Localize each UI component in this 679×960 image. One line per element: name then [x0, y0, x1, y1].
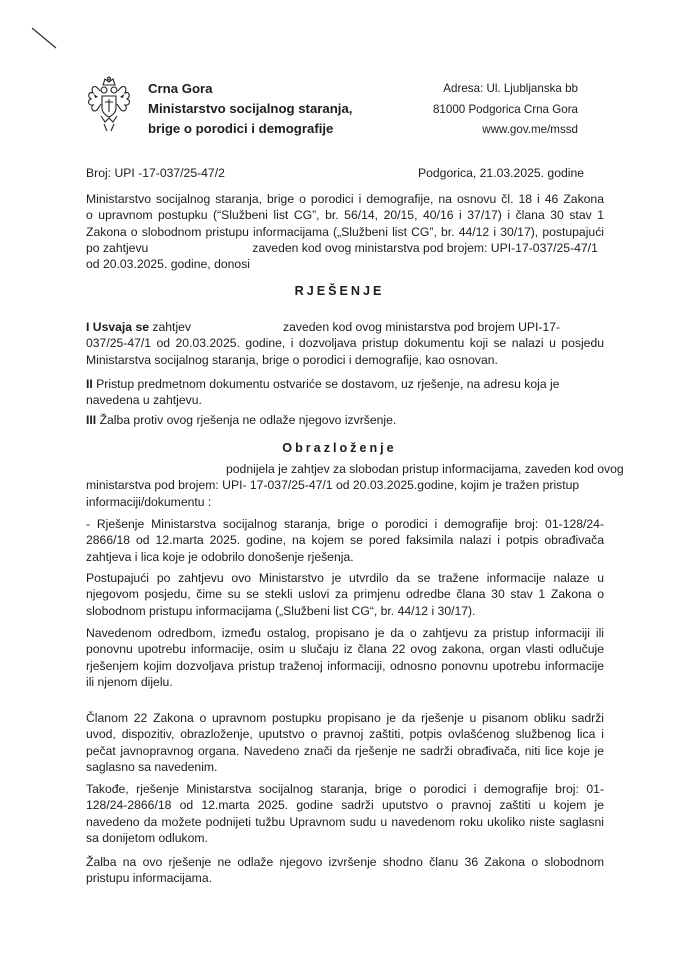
- institution-line-1: Crna Gora: [148, 81, 213, 96]
- decision-point-3: [86, 412, 604, 428]
- reasoning-paragraph-3: [86, 570, 604, 619]
- reasoning-p3-line-2: njegovom posjedu, čime su se stekli uslovi za primjenu odredbe člana 30 stav 1 Zakona o: [86, 587, 604, 602]
- decision-point-1-line-3: Ministarstva socijalnog staranja, brige o porodici i demografije, kao osnovan.: [86, 352, 498, 367]
- reasoning-p7-line-2: pristupu informacijama.: [86, 871, 212, 886]
- decision-point-2-line-2: navedena u zahtjevu.: [86, 393, 202, 408]
- reasoning-p4-line-4: ili njenom dijelu.: [86, 674, 173, 689]
- reasoning-title: Obrazloženje: [282, 441, 397, 455]
- decision-point-1-end: zaveden kod ovog ministarstva pod brojem UPI-17-: [283, 320, 561, 334]
- reasoning-p7-line-1: Žalba na ovo rješenje ne odlaže njegovo izvršenje shodno članu 36 Zakona o slobodnom: [86, 855, 604, 869]
- reasoning-p5-line-3: pečat javnopravnog organa. Navedeno znači da rješenje ne sadrži obrađivača, niti lice koje je: [86, 743, 604, 758]
- reasoning-paragraph-2: [86, 516, 604, 565]
- reasoning-paragraph-7: [86, 854, 604, 887]
- place-date: Podgorica, 21.03.2025. godine: [418, 166, 585, 180]
- decision-point-1-label: I Usvaja se: [86, 320, 150, 334]
- institution-address: [433, 79, 578, 141]
- reasoning-p5-line-4: saglasno sa navedenim.: [86, 759, 218, 774]
- pen-mark-icon: [30, 26, 58, 50]
- decision-point-2-line-1: [86, 376, 604, 392]
- intro-line-4: [86, 240, 604, 256]
- reasoning-p1-line-3: informaciji/dokumentu :: [86, 494, 212, 509]
- intro-line-1: Ministarstvo socijalnog staranja, brige o porodici i demografije, na osnovu čl. 18 i 46 Zakona: [86, 192, 604, 206]
- reasoning-paragraph-5: [86, 710, 604, 775]
- institution-name: [148, 79, 352, 139]
- decision-point-3-label: III: [86, 413, 97, 427]
- reasoning-p2-line-2: 2866/18 od 12.marta 2025. godine, na kojem se pored faksimila nalazi i potpis obrađivača: [86, 533, 604, 548]
- reasoning-p2-line-1: - Rješenje Ministarstva socijalnog staranja, brige o porodici i demografije broj: 01-128/24-: [86, 517, 604, 531]
- reasoning-p6-line-1: Takođe, rješenje Ministarstva socijalnog staranja, brige o porodici i demografije broj: 01-: [86, 782, 604, 796]
- reasoning-p6-line-2: 128/24-2866/18 od 12.marta 2025. godine sadrži uputstvo o pravnoj zaštiti u kojem je: [86, 798, 604, 813]
- reasoning-paragraph-1: [86, 461, 624, 510]
- intro-line-3: Zakona o slobodnom pristupu informacijama („Službeni list CG”, br. 44/12 i 30/17), postupajući: [86, 224, 604, 239]
- decision-point-1-line-2: 037/25-47/1 od 20.03.2025. godine, i dozvoljava pristup dokumentu koji se nalazi u posjedu: [86, 336, 604, 351]
- decision-point-1-start: zahtjev: [152, 320, 192, 334]
- institution-line-2: Ministarstvo socijalnog staranja,: [148, 101, 353, 116]
- reasoning-p1-line-1: [86, 461, 624, 477]
- intro-line-4-start: po zahtjevu: [86, 240, 149, 255]
- reasoning-p6-line-4: sa donijetom odlukom.: [86, 830, 208, 845]
- reasoning-p2-line-3: zahtjeva i lica koje je odobrilo donošenje rješenja.: [86, 549, 354, 564]
- decision-point-3-text: Žalba protiv ovog rješenja ne odlaže njegovo izvršenje.: [99, 413, 397, 427]
- reference-number: Broj: UPI -17-037/25-47/2: [86, 166, 225, 180]
- reasoning-p5-line-1: Članom 22 Zakona o upravnom postupku propisano je da rješenje u pisanom obliku sadrži: [86, 711, 604, 725]
- reasoning-p5-line-2: uvod, dispozitiv, obrazloženje, uputstvo o pravnoj zaštiti, potpis ovlašćenog službenog lica i: [86, 727, 604, 742]
- intro-paragraph: [86, 191, 604, 272]
- address-street: Adresa: Ul. Ljubljanska bb: [443, 82, 578, 95]
- reasoning-p3-line-1: Postupajući po zahtjevu ovo Ministarstvo je utvrdilo da se tražene informacije nalaze u: [86, 571, 604, 585]
- decision-point-2: [86, 376, 604, 409]
- reasoning-p6-line-3: navedeno da možete podnijeti tužbu Upravnom sudu u navedenom roku ukoliko niste saglasni: [86, 814, 604, 829]
- decision-title: RJEŠENJE: [294, 284, 385, 298]
- address-website: www.gov.me/mssd: [482, 123, 578, 136]
- reasoning-p4-line-1: Navedenom odredbom, između ostalog, propisano je da o zahtjevu za pristup informaciji ili: [86, 626, 604, 640]
- montenegro-coat-of-arms-icon: [86, 76, 132, 134]
- intro-line-5: od 20.03.2025. godine, donosi: [86, 257, 250, 272]
- decision-point-1-line-1: [86, 319, 604, 335]
- reasoning-p3-line-3: slobodnom pristupu informacijama („Službeni list CG“, br. 44/12 i 30/17).: [86, 603, 476, 618]
- decision-point-3-line-1: [86, 412, 604, 428]
- institution-line-3: brige o porodici i demografije: [148, 121, 334, 136]
- decision-point-1: [86, 319, 604, 368]
- reasoning-p4-line-2: ponovnu upotrebu informacije, osim u slučaju iz člana 22 ovog zakona, organ vlasti odlučuje: [86, 642, 604, 657]
- reasoning-p1-line-1-text: podnijela je zahtjev za slobodan pristup informacijama, zaveden kod ovog: [226, 462, 624, 476]
- reasoning-p1-line-2: ministarstva pod brojem: UPI- 17-037/25-47/1 od 20.03.2025.godine, kojim je tražen pristup: [86, 478, 580, 493]
- address-city: 81000 Podgorica Crna Gora: [432, 102, 578, 116]
- reasoning-p4-line-3: rješenjem kojim dozvoljava pristup traženoj informaciji, odnosno ponovnu upotrebu informacije: [86, 658, 604, 673]
- reasoning-paragraph-4: [86, 625, 604, 690]
- decision-point-2-label: II: [86, 377, 93, 391]
- intro-line-2: o upravnom postupku (“Službeni list CG”, br. 56/14, 20/15, 40/16 i 37/17) i člana 30 stav 1: [86, 208, 604, 223]
- reasoning-paragraph-6: [86, 781, 604, 846]
- intro-line-4-end: zaveden kod ovog ministarstva pod brojem: UPI-17-037/25-47/1: [252, 240, 598, 255]
- decision-point-2-text: Pristup predmetnom dokumentu ostvariće se dostavom, uz rješenje, na adresu koja je: [96, 377, 560, 391]
